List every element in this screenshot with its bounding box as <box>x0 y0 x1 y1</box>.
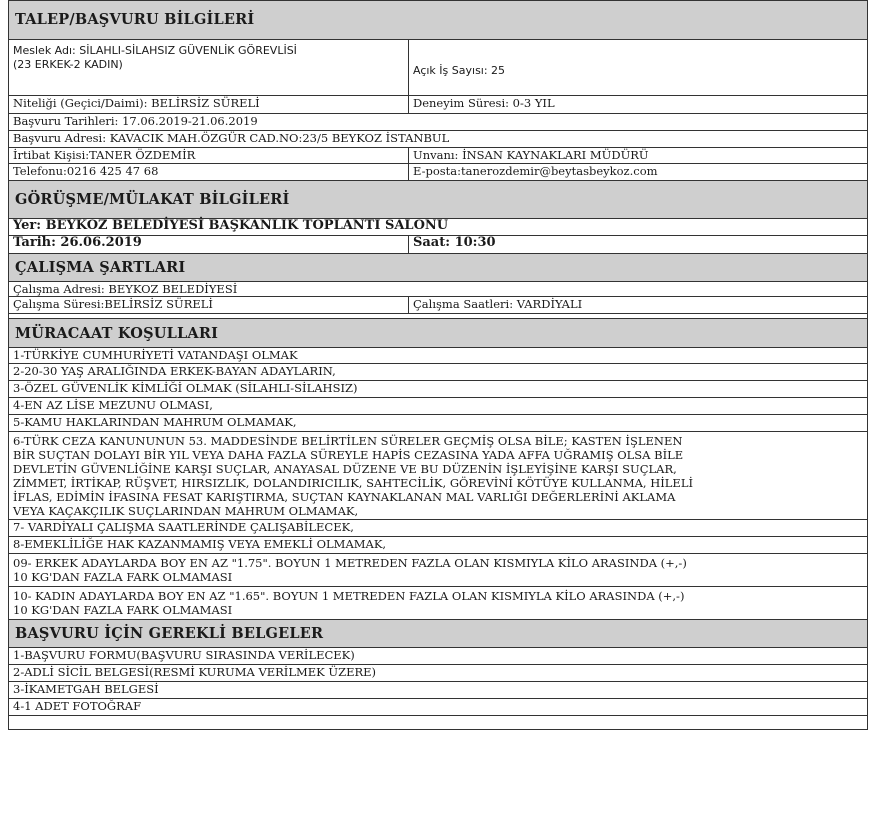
requirement-text: 7- VARDİYALI ÇALIŞMA SAATLERİNDE ÇALIŞABİLECEK, <box>13 520 354 534</box>
row-interview-datetime <box>8 236 868 254</box>
empty-cell <box>9 716 867 729</box>
work-hours-cell: Çalışma Saatleri: VARDİYALI <box>413 297 583 311</box>
requirement-text: 1-TÜRKİYE CUMHURİYETİ VATANDAŞI OLMAK <box>13 348 298 362</box>
section-title-requirements: MÜRACAAT KOŞULLARI <box>15 324 219 342</box>
interview-place-cell: Yer: BEYKOZ BELEDİYESİ BAŞKANLIK TOPLANTI SALONU <box>13 218 449 233</box>
occupation-cell: Meslek Adı: SİLAHLI-SİLAHSIZ GÜVENLİK GÖREVLİSİ (23 ERKEK-2 KADIN) <box>9 40 409 95</box>
row-contact <box>8 148 868 164</box>
row-occupation <box>8 40 868 96</box>
section-title-application: TALEP/BAŞVURU BİLGİLERİ <box>15 11 255 28</box>
requirement-text: 2-20-30 YAŞ ARALIĞINDA ERKEK-BAYAN ADAYLARIN, <box>13 364 336 378</box>
requirement-text: 6-TÜRK CEZA KANUNUNUN 53. MADDESİNDE BELİRTİLEN SÜRELER GEÇMİŞ OLSA BİLE; KASTEN İŞLENEN BİR SUÇTAN DOLAYI BİR YIL VEYA DAHA FAZLA SÜREYLE HAPİS CEZASINA YADA AFFA UĞRAMIŞ OLSA BİLE DEVLETİN GÜVENLİĞİNE KARŞI SUÇLAR, ANAYASAL DÜZENE VE BU DÜZENİN İŞLEYİŞİNE KARŞI SUÇLAR, ZİMMET, İRTİKAP, RÜŞVET, HIRSIZLIK, DOLANDIRICILIK, SAHTECİLİK, GÖREVİNİ KÖTÜYE KULLANMA, HİLELİ İFLAS, EDİMİN İFASINA FESAT KARIŞTIRMA, SUÇTAN KAYNAKLANAN MAL VARLIĞI DEĞERLERİNİ AKLAMA VEYA KAÇAKÇILIK SUÇLARINDAN MAHRUM OLMAMAK, <box>13 434 693 518</box>
row-dates <box>8 114 868 131</box>
work-duration-cell: Çalışma Süresi:BELİRSİZ SÜRELİ <box>9 297 409 313</box>
job-posting-form <box>8 0 868 730</box>
requirement-item <box>8 554 868 587</box>
row-address <box>8 131 868 148</box>
experience-cell: Deneyim Süresi: 0-3 YIL <box>413 96 555 110</box>
document-item <box>8 665 868 682</box>
section-header-conditions <box>8 254 868 282</box>
requirement-item <box>8 537 868 554</box>
document-item <box>8 699 868 716</box>
section-header-application <box>8 0 868 40</box>
interview-date-cell: Tarih: 26.06.2019 <box>9 236 409 253</box>
requirement-item <box>8 348 868 364</box>
row-interview-place <box>8 219 868 236</box>
requirement-item <box>8 587 868 620</box>
row-nature <box>8 96 868 114</box>
nature-cell: Niteliği (Geçici/Daimi): BELİRSİZ SÜRELİ <box>9 96 409 113</box>
document-text: 3-İKAMETGAH BELGESİ <box>13 682 159 696</box>
section-title-documents: BAŞVURU İÇİN GEREKLİ BELGELER <box>15 625 324 642</box>
address-cell: Başvuru Adresi: KAVACIK MAH.ÖZGÜR CAD.NO:23/5 BEYKOZ İSTANBUL <box>13 131 450 145</box>
contact-cell: İrtibat Kişisi:TANER ÖZDEMİR <box>9 148 409 163</box>
document-item-empty <box>8 716 868 730</box>
phone-cell: Telefonu:0216 425 47 68 <box>9 164 409 180</box>
requirement-text: 10- KADIN ADAYLARDA BOY EN AZ "1.65". BOYUN 1 METREDEN FAZLA OLAN KISMIYLA KİLO ARASINDA (+,-) 10 KG'DAN FAZLA FARK OLMAMASI <box>13 589 685 617</box>
requirement-text: 09- ERKEK ADAYLARDA BOY EN AZ "1.75". BOYUN 1 METREDEN FAZLA OLAN KISMIYLA KİLO ARASINDA (+,-) 10 KG'DAN FAZLA FARK OLMAMASI <box>13 556 687 584</box>
open-positions-cell: Açık İş Sayısı: 25 <box>413 63 506 77</box>
requirement-text: 8-EMEKLİLİĞE HAK KAZANMAMIŞ VEYA EMEKLİ OLMAMAK, <box>13 537 387 551</box>
row-phone <box>8 164 868 181</box>
row-work-duration <box>8 297 868 314</box>
requirement-item <box>8 398 868 415</box>
requirement-item <box>8 415 868 432</box>
requirement-item <box>8 381 868 398</box>
document-text: 4-1 ADET FOTOĞRAF <box>13 699 142 713</box>
requirement-item <box>8 432 868 520</box>
document-item <box>8 648 868 665</box>
title-cell: Unvanı: İNSAN KAYNAKLARI MÜDÜRÜ <box>413 148 649 162</box>
section-header-documents <box>8 620 868 648</box>
section-title-conditions: ÇALIŞMA ŞARTLARI <box>15 259 186 276</box>
interview-time-cell: Saat: 10:30 <box>413 235 496 250</box>
email-cell: E-posta:tanerozdemir@beytasbeykoz.com <box>413 164 658 178</box>
requirement-item <box>8 364 868 381</box>
section-header-interview <box>8 181 868 219</box>
document-text: 1-BAŞVURU FORMU(BAŞVURU SIRASINDA VERİLECEK) <box>13 648 355 662</box>
requirement-text: 5-KAMU HAKLARINDAN MAHRUM OLMAMAK, <box>13 415 297 429</box>
requirement-item <box>8 520 868 537</box>
requirement-text: 4-EN AZ LİSE MEZUNU OLMASI, <box>13 398 213 412</box>
section-title-interview: GÖRÜŞME/MÜLAKAT BİLGİLERİ <box>15 191 290 208</box>
document-text: 2-ADLİ SİCİL BELGESİ(RESMİ KURUMA VERİLMEK ÜZERE) <box>13 665 377 679</box>
row-work-address <box>8 282 868 297</box>
work-address-cell: Çalışma Adresi: BEYKOZ BELEDİYESİ <box>13 282 238 296</box>
dates-cell: Başvuru Tarihleri: 17.06.2019-21.06.2019 <box>13 114 258 128</box>
requirement-text: 3-ÖZEL GÜVENLİK KİMLİĞİ OLMAK (SİLAHLI-SİLAHSIZ) <box>13 381 358 395</box>
section-header-requirements <box>8 319 868 348</box>
document-item <box>8 682 868 699</box>
